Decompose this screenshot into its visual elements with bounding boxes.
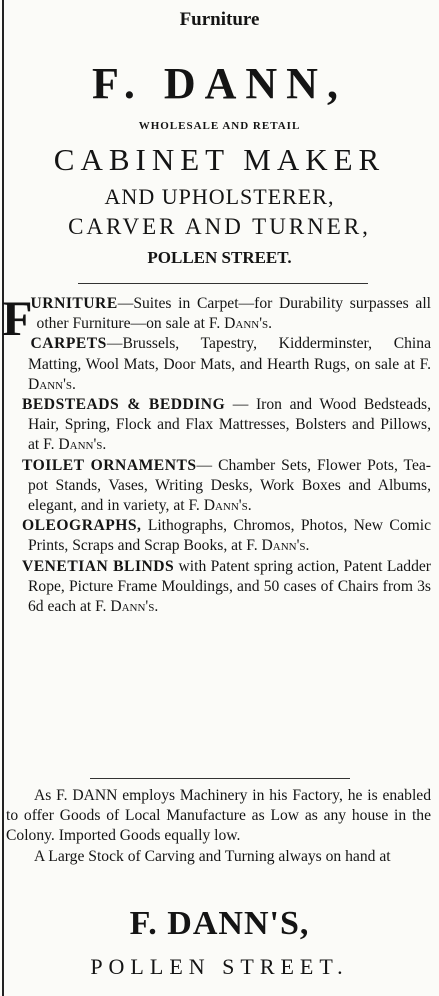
item-text: — Chamber Sets, Flower Pots, Tea-pot Stands, Vases, Writing Desks, Work Boxes and Albums, elegant, and in variety, at F.	[28, 456, 431, 515]
closing-name: F. DANN'S,	[129, 905, 310, 942]
item-dann: Dann's.	[28, 375, 76, 393]
item-dann: Dann's.	[261, 537, 310, 555]
section-title: Furniture	[179, 9, 260, 30]
item-dann: Dann's.	[224, 315, 273, 333]
item-heading: TOILET ORNAMENTS	[22, 456, 197, 474]
list-item-blinds	[6, 557, 431, 618]
separator-line	[78, 283, 368, 284]
wholesale-retail-line: WHOLESALE AND RETAIL	[138, 120, 301, 132]
closing-paragraph-stock: A Large Stock of Carving and Turning always on hand at	[34, 847, 391, 865]
trade-subtitle-carver: CARVER AND TURNER,	[68, 214, 371, 239]
separator-line	[90, 778, 350, 779]
closing-paragraph-machinery: As F. DANN employs Machinery in his Factory, he is enabled to offer Goods of Local Manufacture as Low as any house in the Colony. Imported Goods equally low.	[6, 787, 431, 845]
item-heading: VENETIAN BLINDS	[22, 557, 175, 575]
item-dann: Dann's.	[110, 598, 159, 616]
closing-text	[6, 786, 431, 867]
item-heading: OLEOGRAPHS,	[22, 517, 142, 535]
item-text: —Suites in Carpet—for Durability surpasses all other Furniture—on sale at F.	[36, 295, 431, 333]
list-item-toilet	[6, 456, 431, 517]
list-item-bedsteads	[6, 395, 431, 456]
item-text: with Patent spring action, Patent Ladder Rope, Picture Frame Mouldings, and 50 cases of Chairs from 3s 6d each at F.	[28, 557, 431, 616]
list-item-carpets	[6, 334, 431, 395]
item-text: —Brussels, Tapestry, Kidderminster, China Matting, Wool Mats, Door Mats, and Hearth Rugs, on sale at F.	[28, 335, 431, 373]
item-heading: URNITURE	[30, 295, 118, 312]
list-item-oleographs	[6, 516, 431, 556]
item-text: Lithographs, Chromos, Photos, New Comic Prints, Scraps and Scrap Books, at F.	[28, 517, 431, 555]
trade-subtitle-upholsterer: AND UPHOLSTERER,	[104, 184, 335, 209]
drop-cap: F	[2, 290, 33, 346]
street-address: POLLEN STREET.	[147, 248, 292, 267]
closing-street: POLLEN STREET.	[90, 954, 349, 979]
goods-list	[2, 290, 431, 617]
item-heading: CARPETS	[30, 335, 107, 353]
item-text: — Iron and Wood Bedsteads, Hair, Spring, Flock and Flax Mattresses, Bolsters and Pillows, at F.	[28, 396, 431, 454]
item-dann: Dann's.	[203, 497, 252, 515]
item-heading: BEDSTEADS & BEDDING	[22, 396, 226, 414]
item-dann: Dann's.	[58, 436, 107, 454]
trade-title: CABINET MAKER	[53, 142, 386, 177]
proprietor-name: F. DANN,	[92, 59, 347, 108]
